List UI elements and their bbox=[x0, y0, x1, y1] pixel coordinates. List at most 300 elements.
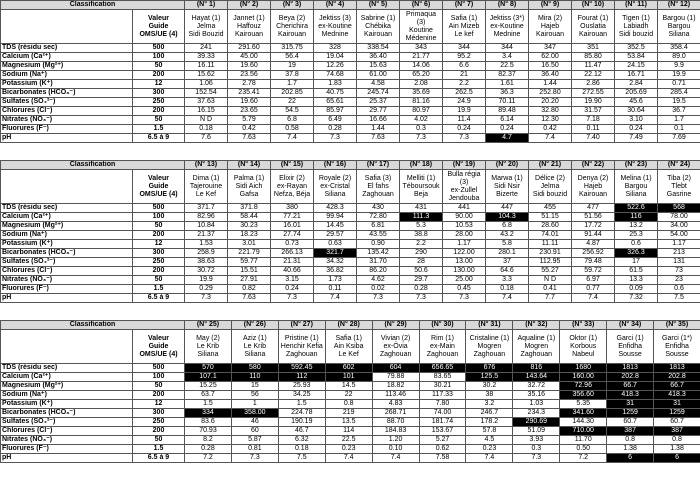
value-cell: 431 bbox=[400, 204, 443, 213]
value-cell: 7.2 bbox=[560, 454, 607, 463]
value-cell: 53.84 bbox=[615, 53, 658, 62]
site-name-line: Gasrine bbox=[666, 190, 692, 198]
value-cell: 30.2 bbox=[466, 382, 513, 391]
site-number: (N° 32) bbox=[513, 321, 560, 330]
site-number: (N° 20) bbox=[486, 161, 529, 170]
value-cell: 3.01 bbox=[228, 240, 271, 249]
value-cell: 219 bbox=[325, 409, 372, 418]
table-row bbox=[1, 107, 700, 116]
value-cell: 90.00 bbox=[443, 213, 486, 222]
value-cell: 0.11 bbox=[314, 285, 357, 294]
site-number: (N° 5) bbox=[357, 1, 400, 10]
value-cell: 0.8 bbox=[325, 400, 372, 409]
value-cell: 4.02 bbox=[400, 116, 443, 125]
value-cell: 0.24 bbox=[486, 125, 529, 134]
value-cell-exceeds: 1813 bbox=[607, 364, 654, 373]
value-cell: 34.00 bbox=[658, 222, 700, 231]
site-name-line: Haffouz bbox=[237, 22, 262, 30]
value-cell: 83.65 bbox=[419, 373, 466, 382]
value-cell: 4.62 bbox=[357, 276, 400, 285]
guide-value: 1.5 bbox=[133, 285, 185, 294]
value-cell: 35.16 bbox=[513, 391, 560, 400]
value-cell: 272.55 bbox=[572, 89, 615, 98]
site-name bbox=[658, 170, 700, 204]
value-cell: 38 bbox=[466, 391, 513, 400]
value-cell: 89.48 bbox=[486, 107, 529, 116]
value-cell: 371.7 bbox=[185, 204, 228, 213]
value-cell: 57.8 bbox=[466, 427, 513, 436]
value-cell: 1.44 bbox=[529, 80, 572, 89]
value-cell-exceeds: 31 bbox=[654, 400, 700, 409]
table-row bbox=[1, 267, 700, 276]
table-row bbox=[1, 418, 700, 427]
table-row bbox=[1, 454, 700, 463]
value-cell: 17 bbox=[615, 258, 658, 267]
site-number: (N° 10) bbox=[572, 1, 615, 10]
table-row bbox=[1, 276, 700, 285]
value-cell: 7.4 bbox=[486, 294, 529, 303]
value-cell: 51.09 bbox=[513, 427, 560, 436]
value-cell: 19.60 bbox=[228, 62, 271, 71]
value-cell: 190.19 bbox=[278, 418, 325, 427]
value-cell: 12.30 bbox=[529, 116, 572, 125]
value-cell: 62.00 bbox=[529, 53, 572, 62]
table-row bbox=[1, 445, 700, 454]
value-cell: 34.32 bbox=[314, 258, 357, 267]
site-number: (N° 13) bbox=[185, 161, 228, 170]
site-name-line: Primaqua (3) bbox=[406, 10, 436, 26]
value-cell-exceeds: 6 bbox=[654, 454, 700, 463]
site-name bbox=[443, 10, 486, 44]
site-name-line: Labiadh bbox=[623, 22, 649, 30]
value-cell-exceeds: 356.60 bbox=[560, 391, 607, 400]
value-cell: 0.50 bbox=[560, 445, 607, 454]
value-cell: 0.71 bbox=[658, 80, 700, 89]
value-cell: 11.70 bbox=[560, 436, 607, 445]
parameter-label: Magnesium (Mg²⁺) bbox=[1, 222, 133, 231]
value-cell: 45.00 bbox=[228, 53, 271, 62]
value-cell: 1.38 bbox=[654, 445, 700, 454]
site-name-line: Bargou bbox=[624, 182, 648, 190]
guide-value: 200 bbox=[133, 107, 185, 116]
value-cell: 7.3 bbox=[400, 294, 443, 303]
value-cell: 16.66 bbox=[357, 116, 400, 125]
site-number: (N° 1) bbox=[185, 1, 228, 10]
value-cell-exceeds: 110 bbox=[231, 373, 278, 382]
parameter-label: Fluorures (F⁻) bbox=[1, 285, 133, 294]
value-cell: 7.58 bbox=[419, 454, 466, 463]
value-cell: 7.3 bbox=[185, 294, 228, 303]
site-name-line: Zaghouan bbox=[286, 350, 318, 358]
value-cell: 1.20 bbox=[372, 436, 419, 445]
value-cell: 0.23 bbox=[325, 445, 372, 454]
value-cell: 46.7 bbox=[278, 427, 325, 436]
site-name bbox=[486, 170, 529, 204]
value-cell: 2.86 bbox=[572, 80, 615, 89]
table-row bbox=[1, 80, 700, 89]
site-name-line: Mogren bbox=[524, 342, 549, 350]
value-cell: 328 bbox=[314, 44, 357, 53]
value-cell: 131 bbox=[658, 258, 700, 267]
value-cell: 60 bbox=[231, 427, 278, 436]
value-cell: 7.5 bbox=[278, 454, 325, 463]
value-cell: 7.63 bbox=[228, 134, 271, 143]
guide-value: 300 bbox=[133, 89, 185, 98]
value-cell: 2.2 bbox=[400, 240, 443, 249]
site-name-line: Le Krib bbox=[196, 342, 220, 350]
value-cell: 74.68 bbox=[314, 71, 357, 80]
value-cell: 1.38 bbox=[607, 445, 654, 454]
site-name bbox=[228, 170, 271, 204]
site-name-line: Bulla régia (3) bbox=[447, 170, 481, 186]
site-name-line: Palma (1) bbox=[233, 174, 265, 182]
value-cell: 51.56 bbox=[572, 213, 615, 222]
value-cell: 0.58 bbox=[271, 125, 314, 134]
guide-header-line: Guide bbox=[148, 182, 169, 190]
value-cell: 21.77 bbox=[400, 53, 443, 62]
site-name-line: Cristaline (1) bbox=[469, 334, 510, 342]
site-name-line: Safia (1) bbox=[335, 334, 362, 342]
value-cell: 252.80 bbox=[529, 89, 572, 98]
value-cell: 0.81 bbox=[231, 445, 278, 454]
value-cell-exceeds: 522.6 bbox=[615, 204, 658, 213]
value-cell: 70.11 bbox=[486, 98, 529, 107]
table-row bbox=[1, 400, 700, 409]
value-cell: 477 bbox=[572, 204, 615, 213]
value-cell: 447 bbox=[486, 204, 529, 213]
parameter-label: Nitrates (NO₃⁻) bbox=[1, 436, 133, 445]
value-cell: 15.51 bbox=[228, 267, 271, 276]
site-number: (N° 18) bbox=[400, 161, 443, 170]
value-cell: 0.82 bbox=[228, 285, 271, 294]
value-cell: 1.17 bbox=[443, 240, 486, 249]
site-number: (N° 34) bbox=[607, 321, 654, 330]
guide-header-line: Valeur bbox=[148, 174, 170, 182]
value-cell: 60.7 bbox=[607, 418, 654, 427]
site-name bbox=[419, 330, 466, 364]
classification-header: Classification bbox=[1, 321, 185, 330]
value-cell-exceeds: 602 bbox=[325, 364, 372, 373]
value-cell-exceeds: 387 bbox=[607, 427, 654, 436]
value-cell: 21.31 bbox=[271, 258, 314, 267]
value-cell: 7.3 bbox=[231, 454, 278, 463]
value-cell: 1.53 bbox=[185, 240, 228, 249]
parameter-label: Bicarbonates (HCO₃⁻) bbox=[1, 409, 133, 418]
value-cell-exceeds: 341.60 bbox=[560, 409, 607, 418]
guide-value: 200 bbox=[133, 71, 185, 80]
site-name-line: Sousse bbox=[618, 350, 642, 358]
value-cell: 7.4 bbox=[529, 134, 572, 143]
value-cell: 14.06 bbox=[400, 62, 443, 71]
value-cell-exceeds: 710.00 bbox=[560, 427, 607, 436]
site-name-line: ex-Main bbox=[430, 342, 455, 350]
site-names-row bbox=[1, 10, 700, 44]
value-cell-exceeds: 334 bbox=[185, 409, 232, 418]
value-cell: 59.77 bbox=[228, 258, 271, 267]
value-cell: 5.87 bbox=[231, 436, 278, 445]
site-name-line: Kairouan bbox=[235, 30, 264, 38]
value-cell: 3.15 bbox=[271, 276, 314, 285]
value-cell: 7.3 bbox=[314, 134, 357, 143]
value-cell: 7.80 bbox=[419, 400, 466, 409]
site-name-line: Le Kef bbox=[338, 350, 359, 358]
value-cell: 7.18 bbox=[572, 116, 615, 125]
table-row bbox=[1, 249, 700, 258]
parameter-label: Fluorures (F⁻) bbox=[1, 445, 133, 454]
site-name-line: Sidi Aich bbox=[235, 182, 263, 190]
site-name-line: Aziz (1) bbox=[243, 334, 267, 342]
value-cell: 16.11 bbox=[185, 62, 228, 71]
value-cell: 114 bbox=[325, 427, 372, 436]
value-cell: 344 bbox=[486, 44, 529, 53]
value-cell: 28.00 bbox=[443, 231, 486, 240]
value-cell-exceeds: 387 bbox=[654, 427, 700, 436]
value-cell: 6.81 bbox=[357, 222, 400, 231]
value-cell: 29.57 bbox=[314, 231, 357, 240]
value-cell: 455 bbox=[529, 204, 572, 213]
site-number: (N° 11) bbox=[615, 1, 658, 10]
value-cell-exceeds: 816 bbox=[513, 364, 560, 373]
guide-header-line: OMS/UE (4) bbox=[139, 350, 178, 358]
site-name-line: Beja bbox=[414, 190, 429, 198]
site-name-line: Vivian (2) bbox=[380, 334, 411, 342]
value-cell: 31.57 bbox=[572, 107, 615, 116]
value-cell-exceeds: 104.3 bbox=[486, 213, 529, 222]
value-cell: 6.6 bbox=[443, 62, 486, 71]
site-name-line: Siliana bbox=[668, 30, 690, 38]
value-cell: 1.61 bbox=[486, 80, 529, 89]
site-name-line: Hajeb bbox=[540, 22, 560, 30]
value-cell: 6.49 bbox=[314, 116, 357, 125]
value-cell: 31.70 bbox=[357, 258, 400, 267]
value-cell: 258.9 bbox=[185, 249, 228, 258]
site-number: (N° 30) bbox=[419, 321, 466, 330]
value-cell: 16.01 bbox=[271, 222, 314, 231]
site-number: (N° 29) bbox=[372, 321, 419, 330]
site-name-line: Sidi Bouzid bbox=[188, 30, 224, 38]
parameter-label: Nitrates (NO₃⁻) bbox=[1, 276, 133, 285]
value-cell: 0.24 bbox=[271, 285, 314, 294]
value-cell: 1.7 bbox=[271, 80, 314, 89]
guide-header-line: Guide bbox=[148, 342, 169, 350]
value-cell: 38.63 bbox=[185, 258, 228, 267]
value-cell: 0.3 bbox=[513, 445, 560, 454]
table-row bbox=[1, 98, 700, 107]
site-name-line: Mogren bbox=[477, 342, 502, 350]
site-number: (N° 24) bbox=[658, 161, 700, 170]
value-cell: 23.56 bbox=[228, 71, 271, 80]
value-cell: 22.5 bbox=[325, 436, 372, 445]
site-name-line: Mira (2) bbox=[537, 14, 563, 22]
value-cell-exceeds: 1259 bbox=[607, 409, 654, 418]
value-cell: 202.85 bbox=[271, 89, 314, 98]
value-cell: 45.6 bbox=[615, 98, 658, 107]
value-cell: 380 bbox=[271, 204, 314, 213]
site-name-line: Zaghouan bbox=[473, 350, 506, 358]
value-cell-exceeds: 112 bbox=[278, 373, 325, 382]
site-name bbox=[185, 330, 232, 364]
site-name bbox=[185, 10, 228, 44]
site-number: (N° 17) bbox=[357, 161, 400, 170]
value-cell: 0.42 bbox=[228, 125, 271, 134]
value-cell: 4.5 bbox=[466, 436, 513, 445]
value-cell: 0.8 bbox=[654, 436, 700, 445]
site-name bbox=[400, 10, 443, 44]
site-name bbox=[357, 170, 400, 204]
value-cell: 3.93 bbox=[513, 436, 560, 445]
header-blank bbox=[1, 10, 133, 44]
value-cell: 80.97 bbox=[400, 107, 443, 116]
table-row bbox=[1, 436, 700, 445]
value-cell: 0.28 bbox=[314, 125, 357, 134]
value-cell-exceeds: 111.3 bbox=[400, 213, 443, 222]
value-cell: 7.63 bbox=[228, 294, 271, 303]
value-cell: 81.16 bbox=[400, 98, 443, 107]
value-cell: 428.3 bbox=[314, 204, 357, 213]
value-cell: 13.5 bbox=[325, 418, 372, 427]
value-cell: 22 bbox=[271, 98, 314, 107]
value-cell: 343 bbox=[400, 44, 443, 53]
site-name bbox=[654, 330, 700, 364]
value-cell: 0.28 bbox=[185, 445, 232, 454]
value-cell: 0.62 bbox=[419, 445, 466, 454]
value-cell-exceeds: 143.64 bbox=[513, 373, 560, 382]
value-cell: 0.77 bbox=[572, 285, 615, 294]
value-cell-exceeds: 202.8 bbox=[654, 373, 700, 382]
value-cell: 12.26 bbox=[314, 62, 357, 71]
site-number: (N° 25) bbox=[185, 321, 232, 330]
site-name-line: Nefza, Béja bbox=[273, 190, 311, 198]
parameter-label: Potassium (K⁺) bbox=[1, 240, 133, 249]
value-cell: 55.27 bbox=[529, 267, 572, 276]
site-name bbox=[443, 170, 486, 204]
value-cell: 2.2 bbox=[443, 80, 486, 89]
value-cell: N D bbox=[529, 276, 572, 285]
value-cell: 441 bbox=[443, 204, 486, 213]
value-cell: 39.33 bbox=[185, 53, 228, 62]
guide-value: 50 bbox=[133, 436, 185, 445]
value-cell: 30.64 bbox=[615, 107, 658, 116]
site-name-line: Kairouan bbox=[579, 190, 608, 198]
value-cell: 23.65 bbox=[228, 107, 271, 116]
value-cell: 58.44 bbox=[228, 213, 271, 222]
value-cell: 5.27 bbox=[419, 436, 466, 445]
guide-value: 100 bbox=[133, 373, 185, 382]
value-cell: 3.4 bbox=[486, 53, 529, 62]
value-cell: 15.62 bbox=[185, 71, 228, 80]
value-cell: 11.11 bbox=[529, 240, 572, 249]
site-name-line: ex-Koutine bbox=[490, 22, 524, 30]
value-cell: 0.90 bbox=[357, 240, 400, 249]
guide-value: 1.5 bbox=[133, 445, 185, 454]
value-cell: 43.2 bbox=[486, 231, 529, 240]
value-cell: 91.44 bbox=[572, 231, 615, 240]
table-row bbox=[1, 231, 700, 240]
value-cell: 430 bbox=[357, 204, 400, 213]
value-cell: 38.8 bbox=[400, 231, 443, 240]
value-cell: 0.63 bbox=[314, 240, 357, 249]
value-cell: 7.6 bbox=[185, 134, 228, 143]
value-cell: 0.09 bbox=[615, 285, 658, 294]
value-cell: 7.4 bbox=[325, 454, 372, 463]
value-cell: 89.0 bbox=[658, 53, 700, 62]
site-name-line: Jendouba bbox=[448, 194, 480, 202]
parameter-label: Calcium (Ca²⁺) bbox=[1, 213, 133, 222]
value-cell: 1 bbox=[231, 400, 278, 409]
value-cell: 85.80 bbox=[572, 53, 615, 62]
parameter-label: Sulfates (SO₄²⁻) bbox=[1, 418, 133, 427]
value-cell: 7.63 bbox=[357, 134, 400, 143]
site-name-line: Denya (2) bbox=[577, 174, 609, 182]
site-name bbox=[607, 330, 654, 364]
site-name-line: Safia (3) bbox=[364, 174, 392, 182]
value-cell: N D bbox=[185, 116, 228, 125]
site-name-line: Ain Mizeb bbox=[448, 22, 480, 30]
site-name-line: Melina (1) bbox=[620, 174, 652, 182]
site-name bbox=[560, 330, 607, 364]
value-cell: 221.79 bbox=[228, 249, 271, 258]
guide-value: 250 bbox=[133, 258, 185, 267]
value-cell: 153.67 bbox=[419, 427, 466, 436]
value-cell: 25.37 bbox=[357, 98, 400, 107]
value-cell: 70.93 bbox=[185, 427, 232, 436]
value-cell: 358.4 bbox=[658, 44, 700, 53]
value-cell: 351 bbox=[572, 44, 615, 53]
guide-header-line: Valeur bbox=[148, 334, 170, 342]
value-cell: 4.83 bbox=[372, 400, 419, 409]
value-cell: 1.7 bbox=[658, 116, 700, 125]
guide-header-line: Guide bbox=[148, 22, 169, 30]
value-cell: 7.40 bbox=[572, 134, 615, 143]
value-cell: 3.3 bbox=[486, 276, 529, 285]
value-cell-exceeds: 1259 bbox=[654, 409, 700, 418]
value-cell: 19.9 bbox=[443, 107, 486, 116]
value-cell: 34.25 bbox=[278, 391, 325, 400]
table-row bbox=[1, 391, 700, 400]
value-cell-exceeds: 107.1 bbox=[185, 373, 232, 382]
value-cell: 7.7 bbox=[529, 294, 572, 303]
value-cell: 291.60 bbox=[228, 44, 271, 53]
value-cell: 72.80 bbox=[357, 213, 400, 222]
site-name-line: Jelma bbox=[196, 22, 216, 30]
value-cell: 82.37 bbox=[486, 71, 529, 80]
parameter-label: Nitrates (NO₃⁻) bbox=[1, 116, 133, 125]
value-cell: 15.25 bbox=[185, 382, 232, 391]
value-cell: 16.71 bbox=[615, 71, 658, 80]
value-cell: 73 bbox=[658, 267, 700, 276]
site-name-line: Jektiss (3) bbox=[319, 14, 351, 22]
site-name-line: Kairouan bbox=[579, 30, 608, 38]
value-cell: 245.74 bbox=[357, 89, 400, 98]
value-cell: 0.29 bbox=[185, 285, 228, 294]
value-cell-exceeds: 321.7 bbox=[314, 249, 357, 258]
site-name bbox=[278, 330, 325, 364]
parameter-label: Chlorures (Cl⁻) bbox=[1, 427, 133, 436]
value-cell: 25.3 bbox=[615, 231, 658, 240]
site-name-line: Nabeul bbox=[572, 350, 595, 358]
value-cell: 0.02 bbox=[357, 285, 400, 294]
value-cell: 6.8 bbox=[486, 222, 529, 231]
parameter-label: Chlorures (Cl⁻) bbox=[1, 107, 133, 116]
site-name bbox=[400, 170, 443, 204]
site-name-line: Hayat (1) bbox=[191, 14, 221, 22]
parameter-label: Bicarbonates (HCO₃⁻) bbox=[1, 249, 133, 258]
value-cell: 7.3 bbox=[357, 294, 400, 303]
site-name-line: Chébika bbox=[365, 22, 391, 30]
value-cell: 14.45 bbox=[314, 222, 357, 231]
value-cell: 54.00 bbox=[658, 231, 700, 240]
value-cell: 46 bbox=[231, 418, 278, 427]
